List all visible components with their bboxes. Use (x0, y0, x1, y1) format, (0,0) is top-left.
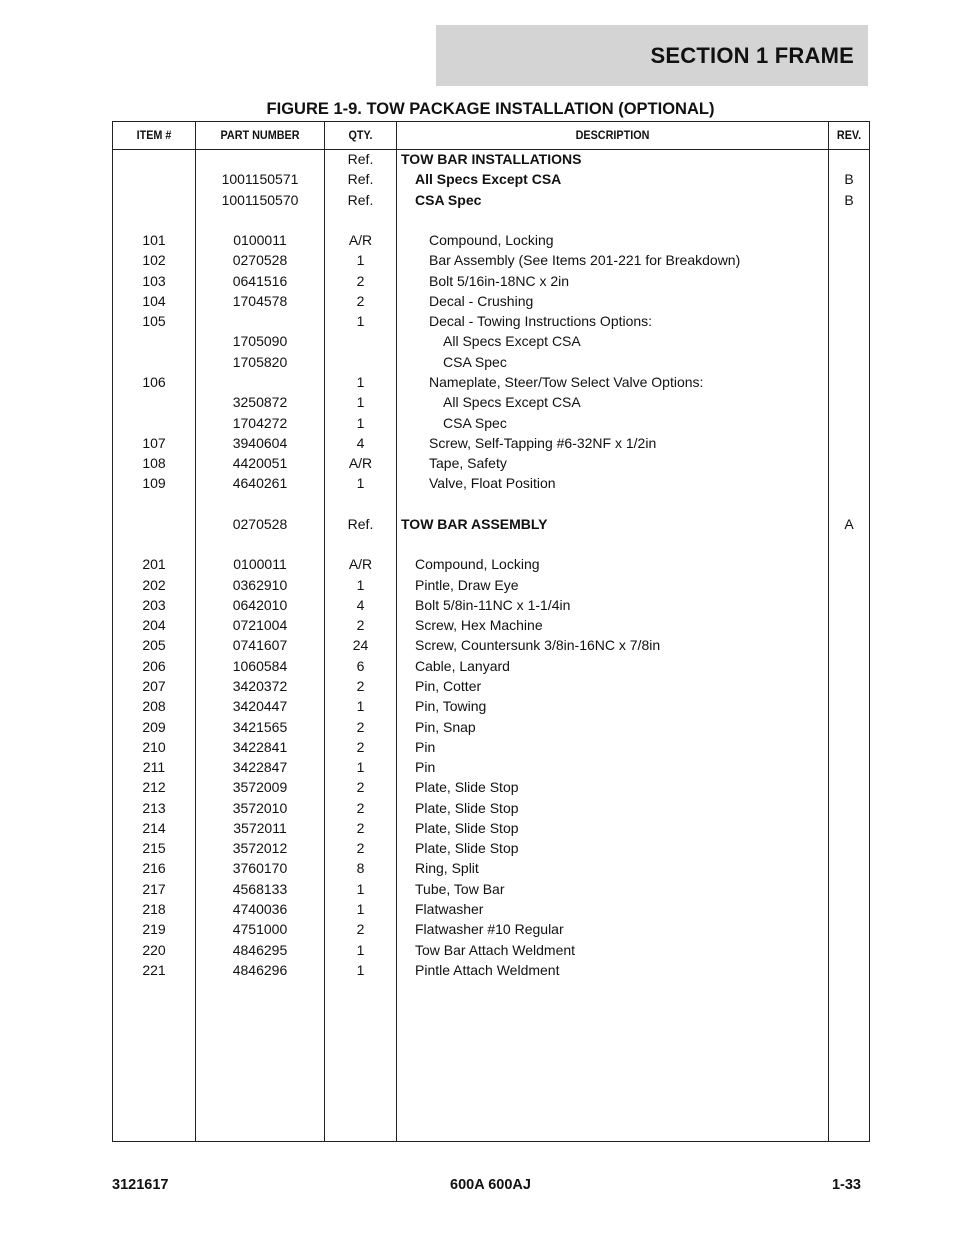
item-number: 211 (142, 759, 166, 776)
quantity: 4 (356, 434, 365, 451)
part-number: 0270528 (232, 252, 288, 269)
quantity: A/R (348, 556, 373, 573)
quantity: A/R (348, 232, 373, 249)
table-row (113, 717, 869, 737)
table-row (113, 291, 869, 311)
item-number: 103 (142, 272, 166, 289)
item-number: 102 (142, 252, 166, 269)
quantity: Ref. (347, 191, 374, 208)
table-row (113, 413, 869, 433)
item-number: 220 (142, 941, 166, 958)
part-number: 3250872 (232, 394, 288, 411)
table-row (113, 960, 869, 980)
description: Pin, Cotter (415, 678, 482, 695)
item-number: 221 (142, 961, 166, 978)
table-row (113, 838, 869, 858)
table-row (113, 737, 869, 757)
quantity: 1 (356, 941, 365, 958)
part-number: 4846296 (232, 961, 288, 978)
part-number: 4568133 (232, 880, 288, 897)
quantity: 1 (356, 394, 365, 411)
part-number: 4846295 (232, 941, 288, 958)
parts-table (112, 121, 870, 1142)
description: Bolt 5/8in-11NC x 1-1/4in (415, 596, 571, 613)
description: Plate, Slide Stop (415, 840, 519, 857)
quantity: Ref. (347, 515, 374, 532)
table-row (113, 676, 869, 696)
footer-doc-number: 3121617 (112, 1177, 169, 1193)
item-number: 108 (142, 455, 166, 472)
section-header (436, 25, 868, 86)
item-number: 212 (142, 779, 166, 796)
item-number: 218 (142, 900, 166, 917)
part-number: 0741607 (232, 637, 288, 654)
table-row (113, 919, 869, 939)
part-number: 1001150570 (221, 191, 299, 208)
description: CSA Spec (443, 414, 507, 431)
quantity: 2 (356, 738, 365, 755)
quantity: 1 (356, 880, 365, 897)
table-row (113, 899, 869, 919)
table-row (113, 656, 869, 676)
table-row (113, 352, 869, 372)
description: Screw, Hex Machine (415, 617, 543, 634)
part-number: 1704578 (232, 292, 288, 309)
part-number: 0270528 (232, 515, 288, 532)
item-number: 107 (142, 434, 166, 451)
part-number: 3420372 (232, 678, 288, 695)
part-number: 4420051 (232, 455, 288, 472)
item-number: 109 (142, 475, 166, 492)
item-number: 105 (142, 313, 166, 330)
table-row (113, 818, 869, 838)
part-number: 3572009 (232, 779, 288, 796)
description: TOW BAR INSTALLATIONS (401, 151, 582, 167)
item-number: 208 (142, 698, 166, 715)
quantity: 6 (356, 657, 365, 674)
description: Plate, Slide Stop (415, 799, 519, 816)
table-row (113, 453, 869, 473)
item-number: 106 (142, 373, 166, 390)
table-header (113, 122, 869, 149)
table-row (113, 798, 869, 818)
item-number: 213 (142, 799, 166, 816)
header-qty: QTY. (348, 128, 373, 142)
quantity: 1 (356, 759, 365, 776)
item-number: 202 (142, 576, 166, 593)
table-spacer-row (113, 534, 869, 554)
part-number: 0362910 (232, 576, 288, 593)
part-number: 0100011 (233, 232, 287, 249)
table-row (113, 514, 869, 534)
quantity: 1 (356, 313, 365, 330)
description: Pin, Snap (415, 718, 476, 735)
item-number: 101 (142, 232, 166, 249)
header-rev: REV. (836, 128, 862, 142)
description: All Specs Except CSA (443, 394, 581, 411)
quantity: A/R (348, 455, 373, 472)
table-row (113, 575, 869, 595)
table-row (113, 331, 869, 351)
revision: A (844, 515, 854, 532)
table-row (113, 554, 869, 574)
table-row (113, 858, 869, 878)
description: Compound, Locking (415, 556, 540, 573)
quantity: 2 (356, 819, 365, 836)
quantity: 1 (356, 961, 365, 978)
quantity: 2 (356, 921, 365, 938)
table-row (113, 250, 869, 270)
item-number: 216 (142, 860, 166, 877)
table-row (113, 169, 869, 189)
item-number: 210 (142, 738, 166, 755)
part-number: 3572011 (233, 819, 287, 836)
item-number: 206 (142, 657, 166, 674)
section-title: SECTION 1 FRAME (650, 42, 854, 68)
part-number: 0721004 (232, 617, 288, 634)
table-row (113, 879, 869, 899)
part-number: 0641516 (232, 272, 288, 289)
quantity: 2 (356, 272, 365, 289)
table-row (113, 473, 869, 493)
description: Pin (415, 759, 436, 776)
description: Flatwasher (415, 900, 484, 917)
description: Cable, Lanyard (415, 657, 510, 674)
description: CSA Spec (415, 191, 482, 208)
item-number: 205 (142, 637, 166, 654)
table-row (113, 595, 869, 615)
description: Decal - Crushing (429, 292, 534, 309)
table-row (113, 230, 869, 250)
item-number: 204 (142, 617, 166, 634)
part-number: 3760170 (232, 860, 288, 877)
part-number: 1001150571 (221, 171, 299, 188)
part-number: 3572012 (232, 840, 288, 857)
part-number: 1704272 (232, 414, 288, 431)
part-number: 3940604 (232, 434, 288, 451)
revision: B (844, 171, 854, 188)
part-number: 3422847 (232, 759, 288, 776)
quantity: 1 (356, 576, 365, 593)
item-number: 201 (142, 556, 166, 573)
description: Bolt 5/16in-18NC x 2in (429, 272, 570, 289)
description: Nameplate, Steer/Tow Select Valve Options: (429, 373, 704, 390)
table-row (113, 757, 869, 777)
quantity: 2 (356, 779, 365, 796)
table-spacer-row (113, 494, 869, 514)
item-number: 207 (142, 678, 166, 695)
part-number: 1705090 (232, 333, 288, 350)
part-number: 3422841 (232, 738, 288, 755)
description: CSA Spec (443, 353, 507, 370)
quantity: Ref. (347, 171, 374, 188)
description: Bar Assembly (See Items 201-221 for Breakdown) (429, 252, 741, 269)
description: Plate, Slide Stop (415, 779, 519, 796)
description: Tape, Safety (429, 455, 507, 472)
part-number: 4740036 (232, 900, 288, 917)
item-number: 219 (142, 921, 166, 938)
description: Plate, Slide Stop (415, 819, 519, 836)
table-spacer-row (113, 210, 869, 230)
quantity: 2 (356, 718, 365, 735)
table-row (113, 433, 869, 453)
description: Screw, Self-Tapping #6-32NF x 1/2in (429, 434, 657, 451)
part-number: 0642010 (232, 596, 288, 613)
table-row (113, 372, 869, 392)
figure-title: FIGURE 1-9. TOW PACKAGE INSTALLATION (OPTIONAL) (266, 100, 715, 118)
quantity: 1 (356, 414, 365, 431)
part-number: 3420447 (232, 698, 288, 715)
part-number: 4751000 (232, 921, 288, 938)
description: All Specs Except CSA (443, 333, 581, 350)
quantity: 4 (356, 596, 365, 613)
description: Pin (415, 738, 436, 755)
description: Ring, Split (415, 860, 479, 877)
quantity: 1 (356, 475, 365, 492)
description: Tube, Tow Bar (415, 880, 505, 897)
description: Screw, Countersunk 3/8in-16NC x 7/8in (415, 637, 661, 654)
table-row (113, 696, 869, 716)
table-row (113, 311, 869, 331)
quantity: 2 (356, 292, 365, 309)
header-description: DESCRIPTION (575, 128, 650, 142)
description: Decal - Towing Instructions Options: (429, 313, 653, 330)
header-part-number: PART NUMBER (220, 128, 300, 142)
quantity: 1 (356, 900, 365, 917)
part-number: 3421565 (232, 718, 288, 735)
description: Valve, Float Position (429, 475, 556, 492)
quantity: 24 (352, 637, 369, 654)
table-row (113, 635, 869, 655)
quantity: 2 (356, 617, 365, 634)
quantity: Ref. (347, 151, 374, 167)
description: Pintle Attach Weldment (415, 961, 560, 978)
description: All Specs Except CSA (415, 171, 562, 188)
item-number: 215 (142, 840, 166, 857)
table-row (113, 392, 869, 412)
quantity: 1 (356, 698, 365, 715)
table-row (113, 777, 869, 797)
table-row (113, 149, 869, 169)
quantity: 8 (356, 860, 365, 877)
part-number: 1060584 (232, 657, 288, 674)
description: Flatwasher #10 Regular (415, 921, 564, 938)
description: Pin, Towing (415, 698, 487, 715)
table-row (113, 271, 869, 291)
item-number: 203 (142, 596, 166, 613)
quantity: 2 (356, 678, 365, 695)
quantity: 1 (356, 373, 365, 390)
quantity: 2 (356, 799, 365, 816)
description: Tow Bar Attach Weldment (415, 941, 576, 958)
item-number: 217 (142, 880, 166, 897)
item-number: 104 (142, 292, 166, 309)
table-row (113, 190, 869, 210)
description: TOW BAR ASSEMBLY (401, 515, 548, 532)
footer-model: 600A 600AJ (450, 1177, 531, 1193)
description: Pintle, Draw Eye (415, 576, 519, 593)
part-number: 0100011 (233, 556, 287, 573)
table-row (113, 940, 869, 960)
part-number: 4640261 (232, 475, 288, 492)
part-number: 1705820 (232, 353, 288, 370)
revision: B (844, 191, 854, 208)
quantity: 2 (356, 840, 365, 857)
item-number: 214 (142, 819, 166, 836)
footer-page-number: 1-33 (831, 1177, 861, 1193)
header-item: ITEM # (136, 128, 172, 142)
quantity: 1 (356, 252, 365, 269)
part-number: 3572010 (232, 799, 288, 816)
description: Compound, Locking (429, 232, 554, 249)
item-number: 209 (142, 718, 166, 735)
table-row (113, 615, 869, 635)
